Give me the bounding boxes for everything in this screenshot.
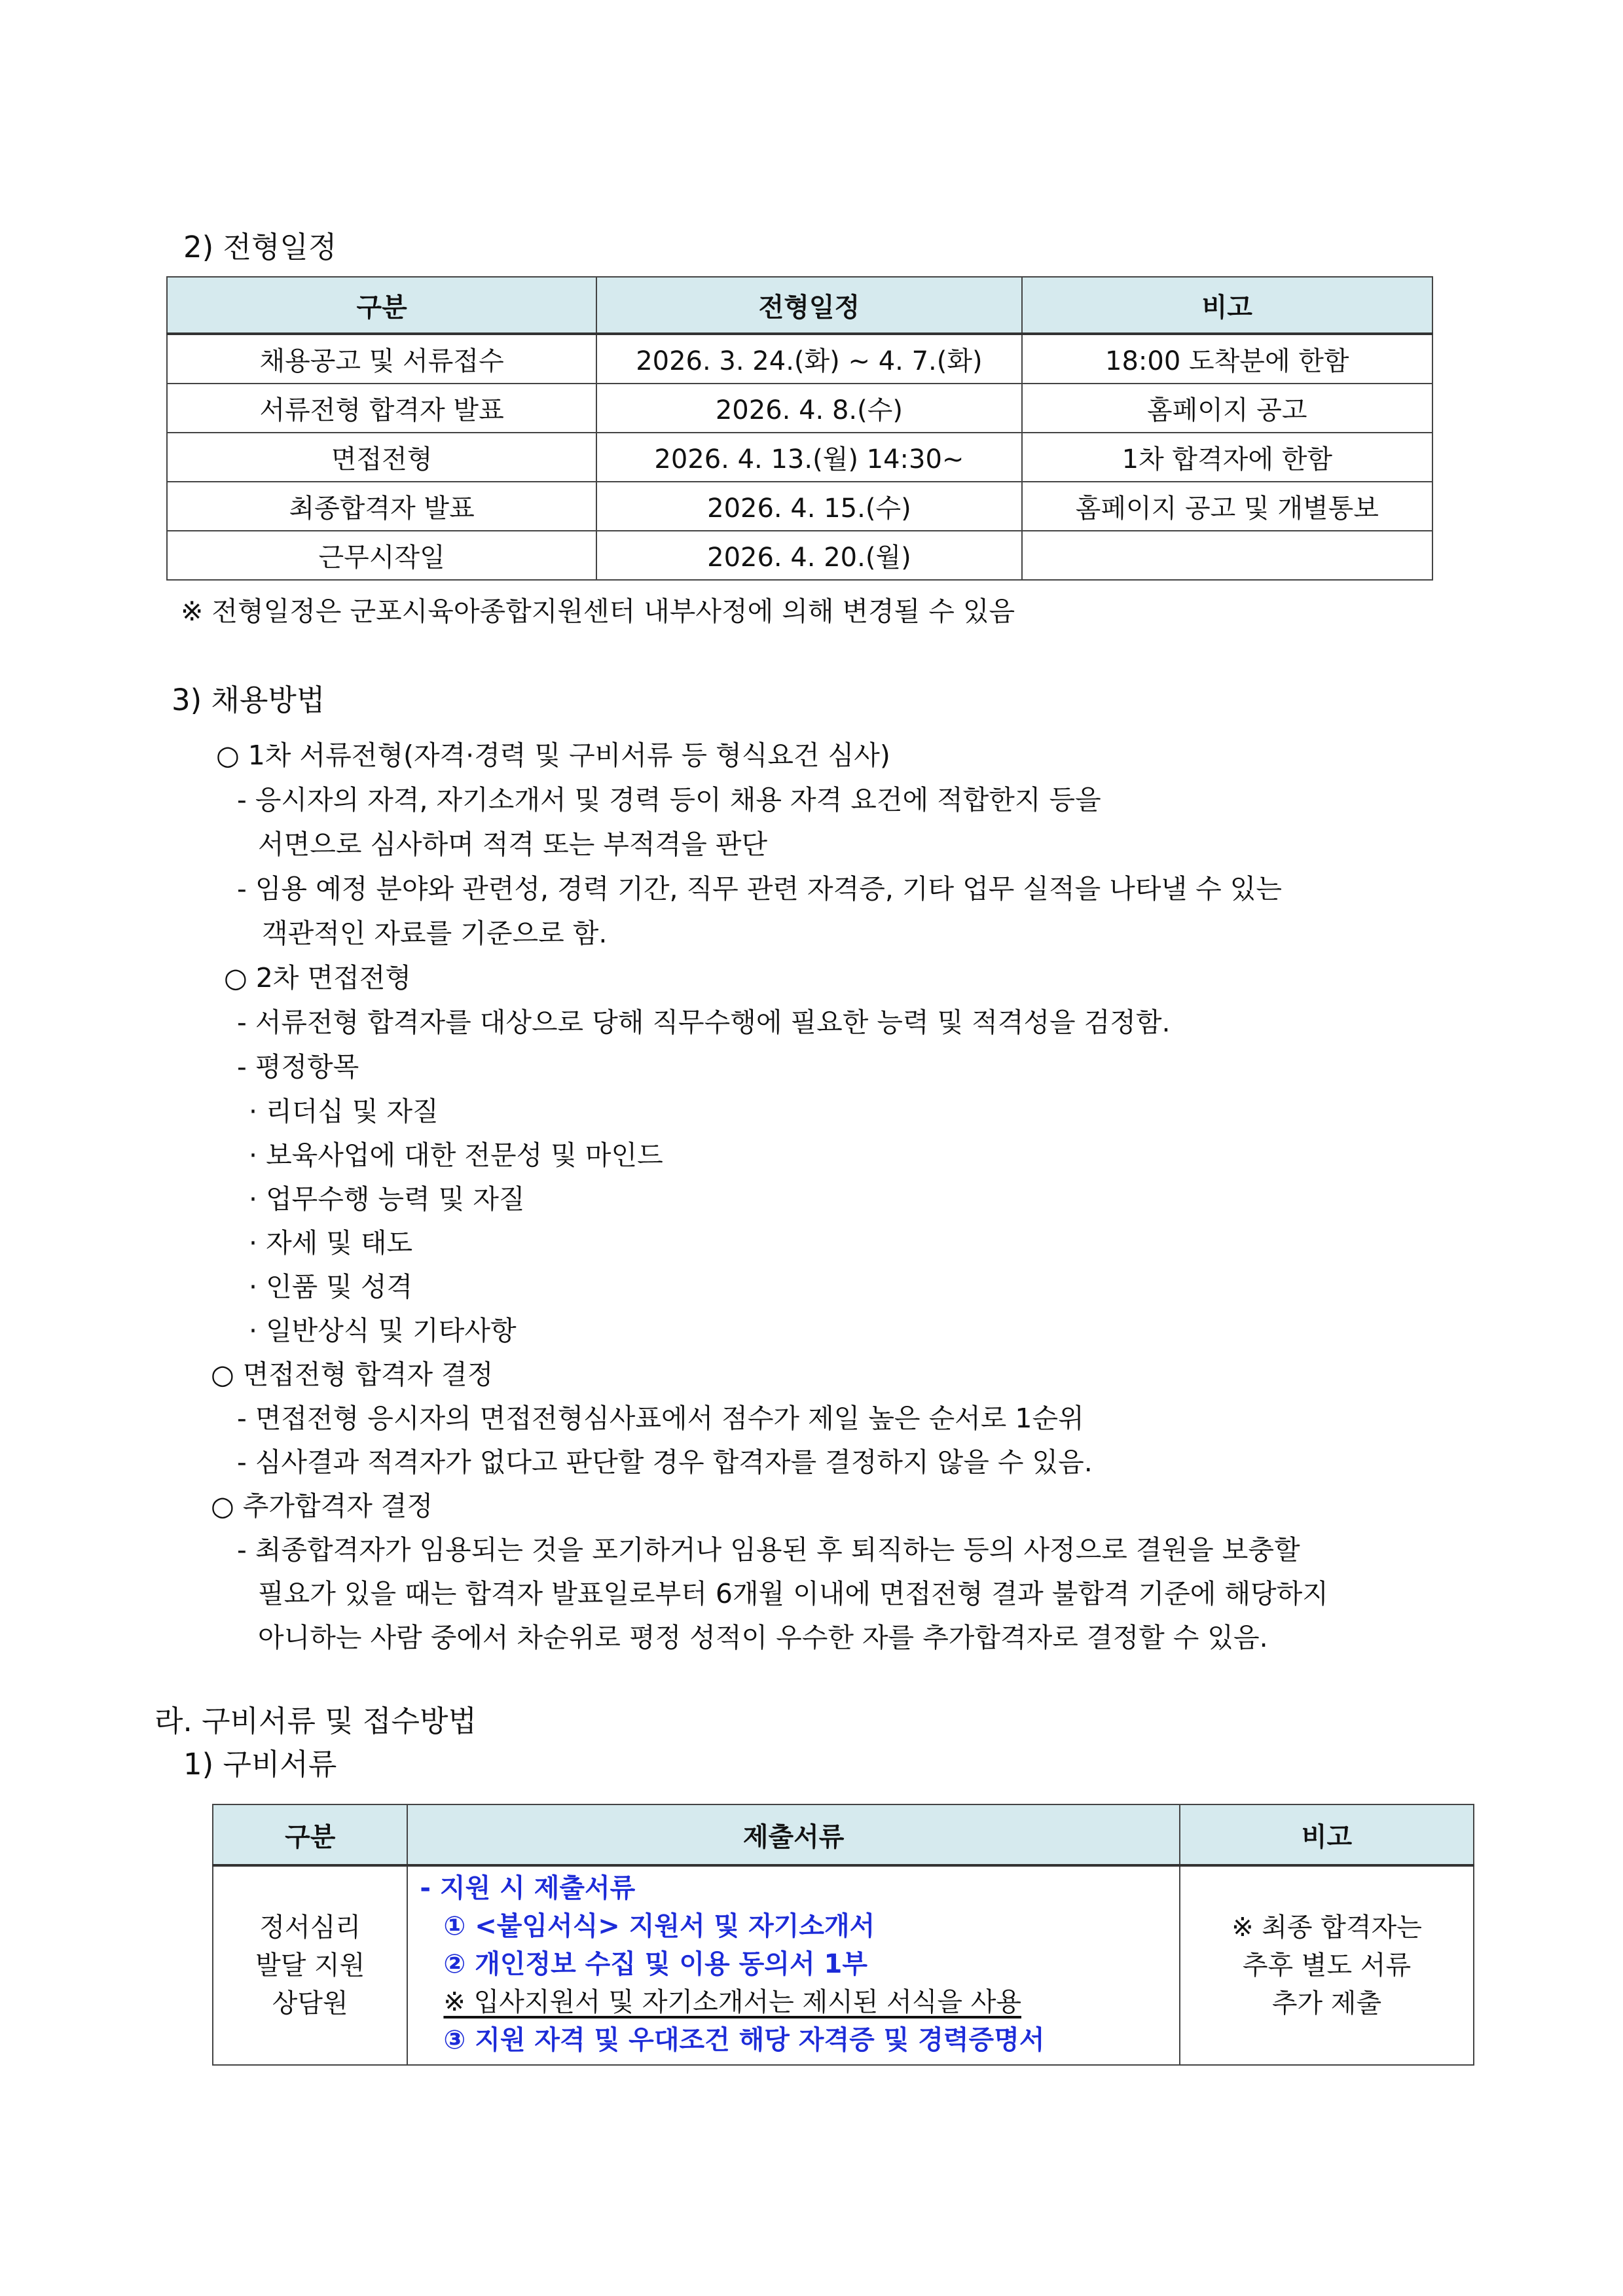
remark-cell <box>1180 1865 1474 2065</box>
method-item: - 서류전형 합격자를 대상으로 당해 직무수행에 필요한 능력 및 적격성을 검정함. <box>237 1007 1171 1038</box>
schedule-note: ※ 전형일정은 군포시육아종합지원센터 내부사정에 의해 변경될 수 있음 <box>181 596 1015 627</box>
table-row <box>167 482 1432 531</box>
section-heading-method: 3) 채용방법 <box>172 683 325 717</box>
table-cell: 근무시작일 <box>167 531 596 580</box>
documents-table <box>212 1804 1474 2066</box>
method-item: ○ 추가합격자 결정 <box>211 1490 433 1522</box>
column-header: 비고 <box>1180 1804 1474 1865</box>
column-header: 구분 <box>213 1804 407 1865</box>
table-row <box>167 384 1432 433</box>
documents-line <box>420 1983 1179 2021</box>
category-line: 발달 지원 <box>255 1950 365 1981</box>
method-item: 필요가 있을 때는 합격자 발표일로부터 6개월 이내에 면접전형 결과 불합격 기준에 해당하지 <box>258 1578 1328 1609</box>
category-line: 정서심리 <box>259 1912 361 1943</box>
table-cell <box>1022 531 1432 580</box>
method-item: 객관적인 자료를 기준으로 함. <box>262 918 608 949</box>
table-cell: 18:00 도착분에 한함 <box>1022 334 1432 384</box>
method-item: - 심사결과 적격자가 없다고 판단할 경우 합격자를 결정하지 않을 수 있음. <box>237 1446 1093 1478</box>
method-item: - 최종합격자가 임용되는 것을 포기하거나 임용된 후 퇴직하는 등의 사정으로 결원을 보충할 <box>237 1534 1300 1566</box>
column-header: 제출서류 <box>407 1804 1180 1865</box>
method-item: 아니하는 사람 중에서 차순위로 평정 성적이 우수한 자를 추가합격자로 결정할 수 있음. <box>258 1622 1268 1653</box>
documents-line: ① <붙임서식> 지원서 및 자기소개서 <box>443 1911 875 1941</box>
table-cell: 2026. 4. 20.(월) <box>596 531 1021 580</box>
schedule-table <box>166 276 1433 581</box>
table-row <box>167 531 1432 580</box>
documents-line: ② 개인정보 수집 및 이용 동의서 1부 <box>443 1949 867 1979</box>
column-header: 전형일정 <box>596 277 1021 334</box>
method-item: · 리더십 및 자질 <box>249 1096 439 1127</box>
table-cell: 홈페이지 공고 <box>1022 384 1432 433</box>
remark-line: 추후 별도 서류 <box>1242 1950 1412 1981</box>
table-cell: 최종합격자 발표 <box>167 482 596 531</box>
remark-line: ※ 최종 합격자는 <box>1231 1912 1422 1943</box>
documents-note: ※ 입사지원서 및 자기소개서는 제시된 서식을 사용 <box>443 1987 1022 2017</box>
table-cell: 채용공고 및 서류접수 <box>167 334 596 384</box>
method-item: ○ 2차 면접전형 <box>224 962 411 994</box>
method-item: 서면으로 심사하며 적격 또는 부적격을 판단 <box>258 829 768 860</box>
method-item: ○ 1차 서류전형(자격·경력 및 구비서류 등 형식요건 심사) <box>216 740 890 771</box>
table-cell: 2026. 4. 8.(수) <box>596 384 1021 433</box>
method-item: · 인품 및 성격 <box>249 1271 413 1302</box>
section-heading-documents: 라. 구비서류 및 접수방법 <box>155 1704 477 1738</box>
method-item: · 자세 및 태도 <box>249 1227 413 1259</box>
remark-line: 추가 제출 <box>1271 1988 1382 2018</box>
table-cell: 홈페이지 공고 및 개별통보 <box>1022 482 1432 531</box>
method-item: - 면접전형 응시자의 면접전형심사표에서 점수가 제일 높은 순서로 1순위 <box>237 1403 1084 1434</box>
documents-line: ③ 지원 자격 및 우대조건 해당 자격증 및 경력증명서 <box>443 2025 1045 2055</box>
section-heading-schedule: 2) 전형일정 <box>183 230 337 264</box>
table-row <box>213 1865 1474 2065</box>
category-cell <box>213 1865 407 2065</box>
table-cell: 2026. 4. 13.(월) 14:30~ <box>596 433 1021 482</box>
method-item: - 응시자의 자격, 자기소개서 및 경력 등이 채용 자격 요건에 적합한지 등을 <box>237 784 1101 816</box>
method-item: · 업무수행 능력 및 자질 <box>249 1183 525 1215</box>
method-item: · 보육사업에 대한 전문성 및 마인드 <box>249 1139 663 1171</box>
table-row <box>167 433 1432 482</box>
table-cell: 면접전형 <box>167 433 596 482</box>
table-cell: 2026. 3. 24.(화) ~ 4. 7.(화) <box>596 334 1021 384</box>
table-row <box>167 334 1432 384</box>
column-header: 구분 <box>167 277 596 334</box>
documents-cell <box>407 1865 1180 2065</box>
table-cell: 1차 합격자에 한함 <box>1022 433 1432 482</box>
method-item: - 임용 예정 분야와 관련성, 경력 기간, 직무 관련 자격증, 기타 업무 실적을 나타낼 수 있는 <box>237 873 1282 905</box>
method-item: - 평정항목 <box>237 1051 359 1083</box>
table-cell: 2026. 4. 15.(수) <box>596 482 1021 531</box>
table-cell: 서류전형 합격자 발표 <box>167 384 596 433</box>
column-header: 비고 <box>1022 277 1432 334</box>
documents-line: - 지원 시 제출서류 <box>420 1873 636 1903</box>
method-item: · 일반상식 및 기타사항 <box>249 1315 517 1346</box>
subsection-heading-documents: 1) 구비서류 <box>183 1747 337 1782</box>
category-line: 상담원 <box>272 1988 348 2018</box>
table-header-row <box>167 277 1432 334</box>
table-header-row <box>213 1804 1474 1865</box>
method-item: ○ 면접전형 합격자 결정 <box>211 1359 494 1390</box>
